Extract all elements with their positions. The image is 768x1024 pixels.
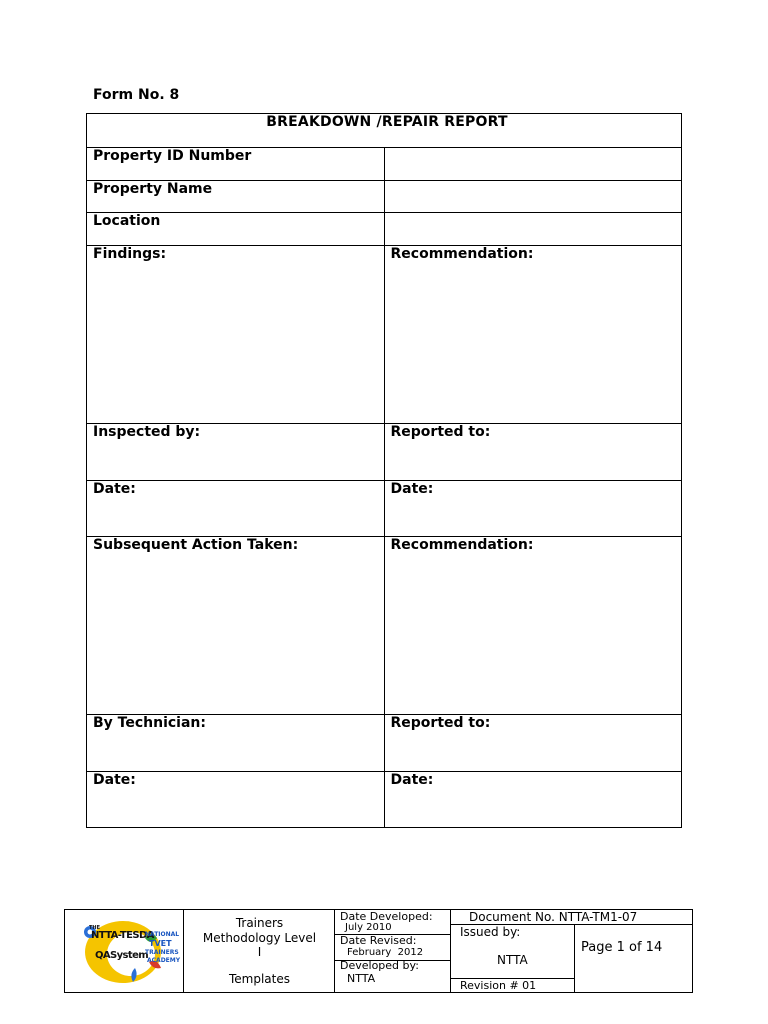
course-line-3: I: [257, 945, 262, 959]
logo-qasystem: QASystem: [95, 950, 149, 961]
location-field[interactable]: [384, 213, 682, 246]
reported-to-label-2: Reported to:: [390, 714, 491, 731]
logo-cell: [65, 910, 184, 993]
developed-by-label: Developed by:: [340, 959, 419, 972]
findings-label: Findings:: [93, 245, 167, 262]
property-id-field[interactable]: [384, 148, 682, 181]
date-cell-3[interactable]: [87, 771, 385, 827]
course-line-2: Methodology Level: [202, 930, 317, 945]
issued-by-label: Issued by:: [460, 925, 521, 939]
by-technician-cell[interactable]: [87, 714, 385, 771]
date-revised-label: Date Revised:: [340, 934, 417, 947]
course-subtitle: Templates: [228, 972, 290, 986]
date-developed-value: July 2010: [345, 922, 392, 933]
course-cell: [184, 910, 335, 993]
date-label-4: Date:: [390, 771, 434, 788]
page-number: Page 1 of 14: [581, 940, 663, 955]
form-title: BREAKDOWN /REPAIR REPORT: [87, 114, 682, 148]
reported-to-cell-1[interactable]: [384, 423, 682, 480]
date-cell-1[interactable]: [87, 480, 385, 536]
property-name-field[interactable]: [384, 180, 682, 213]
date-developed-label: Date Developed:: [340, 910, 433, 923]
recommendation-cell-2[interactable]: [384, 536, 682, 714]
logo-academy: ACADEMY: [147, 957, 181, 964]
logo-ntta: NTTA-TESDA: [91, 930, 154, 941]
logo-trainers: TRAINERS: [145, 949, 179, 956]
issued-by-value: NTTA: [497, 953, 528, 967]
dates-cell: [335, 910, 451, 993]
form-number: Form No. 8: [93, 87, 180, 103]
recommendation-label-1: Recommendation:: [390, 245, 534, 262]
date-label-2: Date:: [390, 480, 434, 497]
revision-number: Revision # 01: [460, 979, 537, 992]
logo-the: THE: [89, 925, 101, 931]
subsequent-action-label: Subsequent Action Taken:: [93, 536, 299, 553]
date-cell-4[interactable]: [384, 771, 682, 827]
developed-by-value: NTTA: [347, 972, 376, 985]
logo-tvet: TVET: [149, 939, 172, 948]
inspected-by-label: Inspected by:: [93, 423, 201, 440]
document-cell: [451, 910, 693, 993]
inspected-by-cell[interactable]: [87, 423, 385, 480]
reported-to-label-1: Reported to:: [390, 423, 491, 440]
date-label-3: Date:: [93, 771, 136, 788]
breakdown-repair-form: [86, 113, 682, 828]
by-technician-label: By Technician:: [93, 714, 206, 731]
date-revised-value: February 2012: [347, 947, 424, 958]
reported-to-cell-2[interactable]: [384, 714, 682, 771]
logo-national: NATIONAL: [145, 931, 180, 938]
date-label-1: Date:: [93, 480, 136, 497]
document-footer: [64, 909, 693, 993]
property-name-label: Property Name: [87, 180, 385, 213]
property-id-label: Property ID Number: [87, 148, 385, 181]
document-number: Document No. NTTA-TM1-07: [469, 910, 638, 924]
subsequent-action-cell[interactable]: [87, 536, 385, 714]
recommendation-cell-1[interactable]: [384, 245, 682, 423]
findings-cell[interactable]: [87, 245, 385, 423]
course-line-1: Trainers: [235, 916, 284, 930]
recommendation-label-2: Recommendation:: [390, 536, 534, 553]
date-cell-2[interactable]: [384, 480, 682, 536]
location-label: Location: [87, 213, 385, 246]
